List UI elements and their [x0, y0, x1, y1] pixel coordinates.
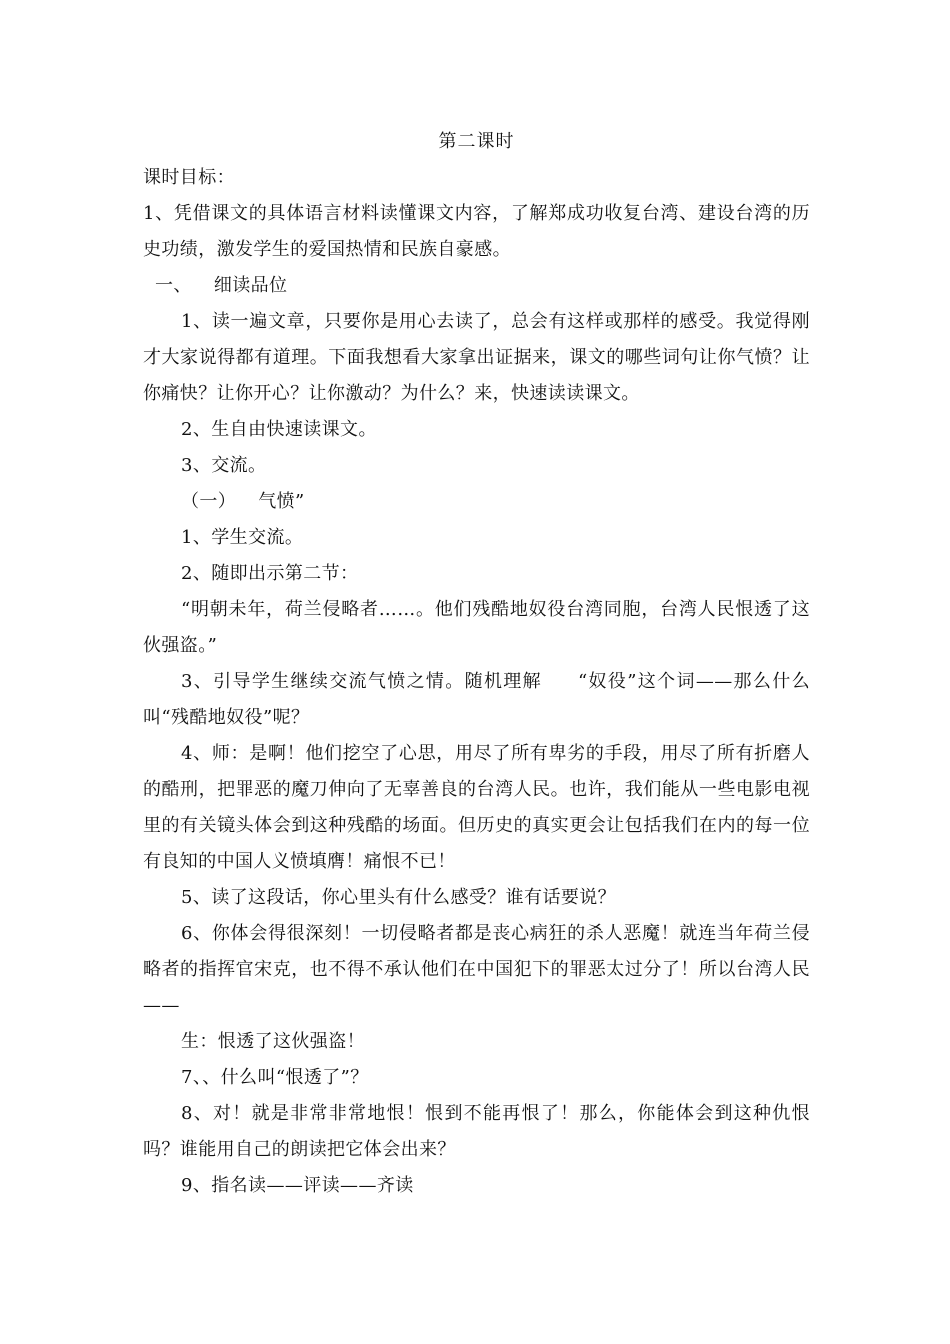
section-1-title: 细读品位: [213, 275, 288, 296]
step-3-part-a: 3、引导学生继续交流气愤之情。随机理解: [181, 671, 542, 692]
section-1-heading: [143, 268, 810, 304]
step-9: 9、指名读——评读——齐读: [181, 1175, 414, 1196]
step-4: 4、师：是啊！他们挖空了心思，用尽了所有卑劣的手段，用尽了所有折磨人的酷刑，把罪恶的魔刀伸向了无辜善良的台湾人民。也许，我们能从一些电影电视里的有关镜头体会到这种残酷的场面。但历史的真实更会让包括我们在内的每一位有良知的中国人义愤填膺！痛恨不已！: [143, 743, 810, 872]
subsection-1-heading: [143, 484, 810, 520]
paragraph-1: 1、读一遍文章，只要你是用心去读了，总会有这样或那样的感受。我觉得刚才大家说得都有道理。下面我想看大家拿出证据来，课文的哪些词句让你气愤？让你痛快？让你开心？让你激动？为什么？来，快速读读课文。: [143, 311, 810, 404]
quoted-passage: “明朝未年，荷兰侵略者……。他们残酷地奴役台湾同胞，台湾人民恨透了这伙强盗。”: [143, 599, 810, 656]
step-3: [143, 664, 810, 736]
student-answer: 生：恨透了这伙强盗！: [181, 1031, 365, 1052]
step-7: 7、、什么叫“恨透了”？: [181, 1067, 369, 1088]
document-body: [143, 124, 810, 1204]
step-8: 8、对！就是非常非常地恨！恨到不能再恨了！那么，你能体会到这种仇恨吗？谁能用自己的朗读把它体会出来？: [143, 1103, 810, 1160]
paragraph-3: 3、交流。: [181, 455, 267, 476]
step-3-part-b: “奴役”这个词——那么什么叫“残酷地奴役”呢？: [143, 671, 810, 728]
step-6: 6、你体会得很深刻！一切侵略者都是丧心病狂的杀人恶魔！就连当年荷兰侵略者的指挥官宋克，也不得不承认他们在中国犯下的罪恶太过分了！所以台湾人民——: [143, 923, 810, 1016]
paragraph-2: 2、生自由快速读课文。: [181, 419, 377, 440]
page-title: 第二课时: [438, 131, 515, 152]
objectives-label: 课时目标：: [143, 167, 235, 188]
step-2: 2、随即出示第二节：: [181, 563, 359, 584]
subsection-1-title: 气愤”: [258, 491, 305, 512]
step-5: 5、读了这段话，你心里头有什么感受？谁有话要说？: [181, 887, 617, 908]
section-1-number: 一、: [155, 275, 192, 296]
step-1: 1、学生交流。: [181, 527, 304, 548]
subsection-1-number: （一）: [181, 491, 237, 512]
objective-1: 1、凭借课文的具体语言材料读懂课文内容，了解郑成功收复台湾、建设台湾的历史功绩，激发学生的爱国热情和民族自豪感。: [143, 203, 810, 260]
